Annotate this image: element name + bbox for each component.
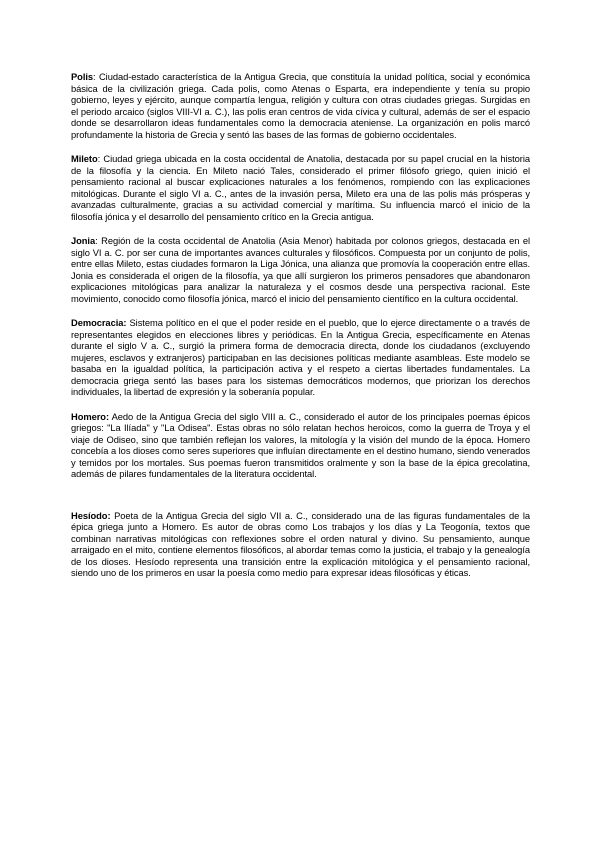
entry-democracia <box>71 318 530 399</box>
entry-definition: Aedo de la Antigua Grecia del siglo VIII a. C., considerado el autor de los principales poemas épicos griegos: "La Ilíada" y "La Odisea". Estas obras no sólo relatan hechos heroicos, como la guerra de Troya y el viaje de Odiseo, sino que también reflejan los valores, la mitología y la visión del mundo de la época. Homero concebía a los dioses como seres superiores que influían directamente en el destino humano, siendo venerados y temidos por los mortales. Sus poemas fueron transmitidos oralmente y son la base de la épica grecolatina, además de pilares fundamentales de la literatura occidental. <box>71 411 530 479</box>
entry-definition: Ciudad griega ubicada en la costa occidental de Anatolia, destacada por su papel crucial en la historia de la filosofía y la ciencia. En Mileto nació Tales, considerado el primer filósofo griego, quien inició el pensamiento racional al buscar explicaciones naturales a los fenómenos, rompiendo con las explicaciones mitológicas. Durante el siglo VI a. C., antes de la invasión persa, Mileto era una de las polis más prósperas y avanzadas culturalmente, gracias a su actividad comercial y marítima. Su influencia marcó el inicio de la filosofía jónica y el desarrollo del pensamiento crítico en la Grecia antigua. <box>71 154 530 222</box>
entry-term: Mileto <box>71 154 98 164</box>
entry-term: Homero: <box>71 411 109 422</box>
entry-term: Polis <box>71 72 94 82</box>
entry-term: Democracia: <box>71 318 127 328</box>
entry-separator: : <box>97 154 104 164</box>
entry-polis <box>71 72 530 141</box>
entry-jonia <box>71 236 530 305</box>
entry-definition: Sistema político en el que el poder reside en el pueblo, que lo ejerce directamente o a través de representantes elegidos en elecciones libres y periódicas. En la Antigua Grecia, específicamente en Atenas durante el siglo V a. C., surgió la primera forma de democracia directa, donde los ciudadanos (excluyendo mujeres, esclavos y extranjeros) participaban en las decisiones políticas mediante asambleas. Este modelo se basaba en la igualdad política, la participación activa y el respeto a ciertas libertades fundamentales. La democracia griega sentó las bases para los sistemas democráticos modernos, que priorizan los derechos individuales, la libertad de expresión y la soberanía popular. <box>71 318 530 397</box>
entry-definition: Ciudad-estado característica de la Antigua Grecia, que constituía la unidad política, social y económica básica de la civilización griega. Cada polis, como Atenas o Esparta, era independiente y tenía su propio gobierno, leyes y ejército, aunque compartía lengua, religión y cultura con otras ciudades griegas. Surgidas en el periodo arcaico (siglos VIII-VI a. C.), las polis eran centros de vida cívica y cultural, además de ser el espacio donde se desarrollaron ideas fundamentales como la democracia ateniense. La organización en polis marcó profundamente la historia de Grecia y sentó las bases de las formas de gobierno occidentales. <box>71 72 530 140</box>
entry-definition: Poeta de la Antigua Grecia del siglo VII a. C., considerado una de las figuras fundamentales de la épica griega junto a Homero. Es autor de obras como Los trabajos y los días y La Teogonía, textos que combinan narrativas mitológicas con reflexiones sobre el orden natural y divino. Su pensamiento, aunque arraigado en el mito, contiene elementos filosóficos, al abordar temas como la justicia, el trabajo y la genealogía de los dioses. Hesíodo representa una transición entre la explicación mitológica y el pensamiento racional, siendo uno de los primeros en usar la poesía como medio para expresar ideas filosóficas y éticas. <box>71 510 530 578</box>
entry-separator: : <box>95 236 102 246</box>
entry-term: Hesíodo: <box>71 510 111 521</box>
entry-separator: : <box>93 72 99 82</box>
entry-homero <box>71 412 530 481</box>
entry-term: Jonia <box>71 236 96 246</box>
entry-mileto <box>71 154 530 223</box>
entry-definition: Región de la costa occidental de Anatolia (Asia Menor) habitada por colonos griegos, destacada en el siglo VI a. C. por ser cuna de importantes avances culturales y filosóficos. Compuesta por un conjunto de polis, entre ellas Mileto, estas ciudades formaron la Liga Jónica, una alianza que promovía la cooperación entre ellas. Jonia es considerada el origen de la filosofía, ya que allí surgieron los primeros pensadores que abandonaron explicaciones mitológicas para analizar la naturaleza y el cosmos desde una perspectiva racional. Este movimiento, conocido como filosofía jónica, marcó el inicio del pensamiento científico en la cultura occidental. <box>71 236 530 304</box>
entry-hesiodo <box>71 511 530 580</box>
